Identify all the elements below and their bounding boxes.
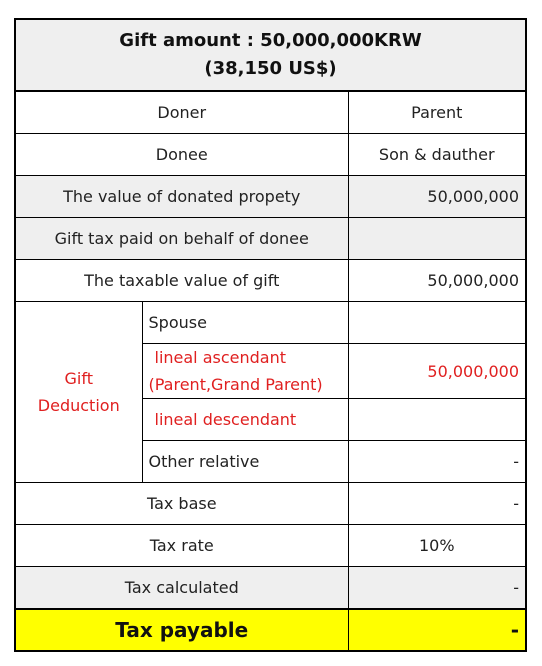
spouse-label: Spouse bbox=[142, 302, 348, 344]
lineal-descendant-label-text: lineal descendant bbox=[154, 410, 297, 429]
tax-payable-value: - bbox=[348, 609, 526, 651]
tax-paid-value bbox=[348, 218, 526, 260]
taxable-value-amount: 50,000,000 bbox=[348, 260, 526, 302]
deduction-spouse-row bbox=[15, 302, 526, 344]
tax-paid-label: Gift tax paid on behalf of donee bbox=[15, 218, 348, 260]
gift-tax-table-container bbox=[14, 18, 525, 652]
donated-value-row bbox=[15, 176, 526, 218]
lineal-ascendant-value: 50,000,000 bbox=[348, 344, 526, 399]
lineal-descendant-value bbox=[348, 399, 526, 441]
tax-calculated-row bbox=[15, 567, 526, 610]
tax-payable-row bbox=[15, 609, 526, 651]
gift-tax-table bbox=[14, 18, 527, 652]
gift-deduction-group-label bbox=[15, 302, 142, 483]
spouse-value bbox=[348, 302, 526, 344]
donated-value-amount: 50,000,000 bbox=[348, 176, 526, 218]
tax-payable-label: Tax payable bbox=[15, 609, 348, 651]
lineal-descendant-label bbox=[142, 399, 348, 441]
tax-base-row bbox=[15, 483, 526, 525]
tax-rate-value: 10% bbox=[348, 525, 526, 567]
tax-base-label: Tax base bbox=[15, 483, 348, 525]
tax-rate-label: Tax rate bbox=[15, 525, 348, 567]
tax-base-value: - bbox=[348, 483, 526, 525]
doner-label: Doner bbox=[15, 91, 348, 134]
doner-value: Parent bbox=[348, 91, 526, 134]
taxable-value-label: The taxable value of gift bbox=[15, 260, 348, 302]
lineal-ascendant-label-line2: (Parent,Grand Parent) bbox=[148, 375, 323, 394]
tax-rate-row bbox=[15, 525, 526, 567]
donated-value-label: The value of donated propety bbox=[15, 176, 348, 218]
donee-value: Son & dauther bbox=[348, 134, 526, 176]
tax-calculated-value: - bbox=[348, 567, 526, 610]
title-cell bbox=[15, 19, 526, 91]
lineal-ascendant-label bbox=[142, 344, 348, 399]
gift-deduction-label-line1: Gift bbox=[64, 369, 93, 388]
other-relative-label: Other relative bbox=[142, 441, 348, 483]
tax-calculated-label: Tax calculated bbox=[15, 567, 348, 610]
other-relative-value: - bbox=[348, 441, 526, 483]
donee-row bbox=[15, 134, 526, 176]
doner-row bbox=[15, 91, 526, 134]
tax-paid-row bbox=[15, 218, 526, 260]
title-row bbox=[15, 19, 526, 91]
donee-label: Donee bbox=[15, 134, 348, 176]
taxable-value-row bbox=[15, 260, 526, 302]
gift-amount-title: Gift amount : 50,000,000KRW bbox=[119, 30, 422, 51]
gift-deduction-label-line2: Deduction bbox=[37, 396, 120, 415]
gift-amount-usd: (38,150 US$) bbox=[204, 58, 337, 79]
lineal-ascendant-label-line1: lineal ascendant bbox=[154, 348, 287, 367]
